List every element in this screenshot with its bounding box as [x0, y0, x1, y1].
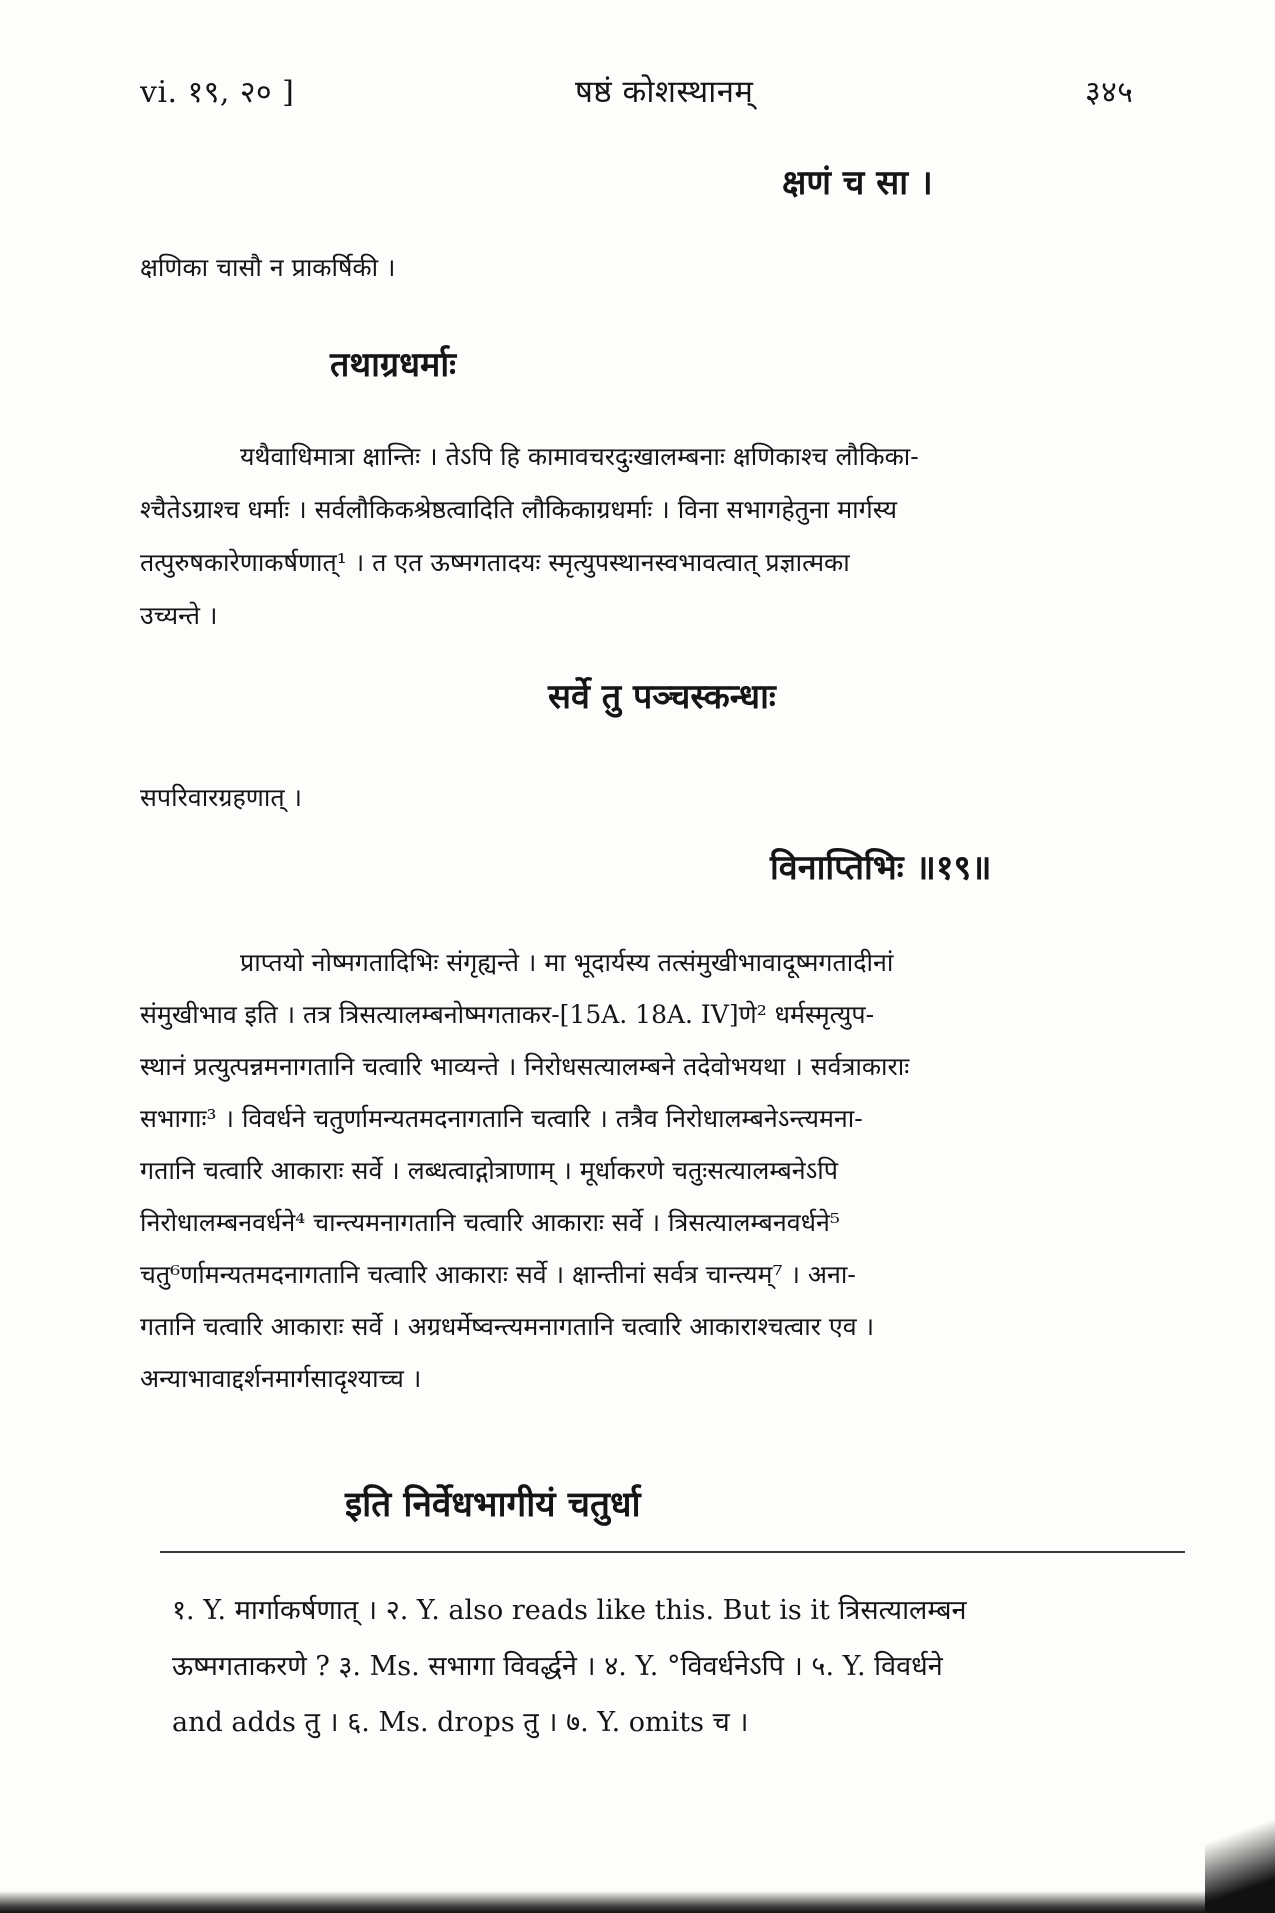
paragraph-line: उच्यन्ते ।: [140, 601, 218, 630]
scan-shadow-corner: [1205, 1803, 1275, 1913]
paragraph-line: संमुखीभाव इति । तत्र त्रिसत्यालम्बनोष्मगताकर-[15A. 18A. IV]णे² धर्मस्मृत्युप-: [140, 1000, 875, 1029]
verse-agradharmah: तथाग्रधर्माः: [330, 345, 457, 385]
paragraph-line: गतानि चत्वारि आकाराः सर्वे । लब्धत्वाद्गोत्राणाम् । मूर्धाकरणे चतुःसत्यालम्बनेऽपि: [140, 1156, 838, 1185]
paragraph-line: गतानि चत्वारि आकाराः सर्वे । अग्रधर्मेष्वन्त्यमनागतानि चत्वारि आकाराश्चत्वार एव ।: [140, 1312, 875, 1341]
verse-kshanam: क्षणं च सा ।: [782, 163, 933, 203]
footnote-line: ऊष्मगताकरणे ? ३. Ms. सभागा विवर्द्धने । ४. Y. °विवर्धनेऽपि । ५. Y. विवर्धने: [172, 1651, 943, 1682]
section-colophon: इति निर्वेधभागीयं चतुर्धा: [345, 1484, 641, 1525]
footnote-line: and adds तु । ६. Ms. drops तु । ७. Y. omits च ।: [172, 1707, 749, 1738]
paragraph-line: सभागाः³ । विवर्धने चतुर्णामन्यतमदनागतानि चत्वारि । तत्रैव निरोधालम्बनेऽन्त्यमना-: [140, 1104, 863, 1133]
paragraph-line: स्थानं प्रत्युत्पन्नमनागतानि चत्वारि भाव्यन्ते । निरोधसत्यालम्बने तदेवोभयथा । सर्वत्राकाराः: [140, 1052, 910, 1081]
commentary-paragraph-1: [140, 430, 1150, 642]
paragraph-line: निरोधालम्बनवर्धने⁴ चान्त्यमनागतानि चत्वारि आकाराः सर्वे । त्रिसत्यालम्बनवर्धने⁵: [140, 1208, 840, 1237]
commentary-kshanika: क्षणिका चासौ न प्राकर्षिकी ।: [140, 253, 396, 282]
commentary-paragraph-2: [140, 937, 1150, 1405]
footnotes: [172, 1583, 1182, 1751]
paragraph-line: यथैवाधिमात्रा क्षान्तिः । तेऽपि हि कामावचरदुःखालम्बनाः क्षणिकाश्च लौकिका-: [240, 442, 919, 471]
verse-vinaptibhih: विनाप्तिभिः ॥१९॥: [770, 848, 992, 888]
running-head-section-ref: vi. १९, २० ]: [140, 75, 295, 110]
page-number: ३४५: [1085, 75, 1134, 110]
paragraph-line: तत्पुरुषकारेणाकर्षणात्¹ । त एत ऊष्मगतादयः स्मृत्युपस्थानस्वभावत्वात् प्रज्ञात्मका: [140, 548, 850, 577]
paragraph-line: प्राप्तयो नोष्मगतादिभिः संगृह्यन्ते । मा भूदार्यस्य तत्संमुखीभावादूष्मगतादीनां: [240, 948, 894, 977]
paragraph-line: श्चैतेऽग्राश्च धर्माः । सर्वलौकिकश्रेष्ठत्वादिति लौकिकाग्रधर्माः । विना सभागहेतुना मार्गस्य: [140, 495, 897, 524]
commentary-saparivara: सपरिवारग्रहणात् ।: [140, 783, 302, 812]
paragraph-line: चतु⁶र्णामन्यतमदनागतानि चत्वारि आकाराः सर्वे । क्षान्तीनां सर्वत्र चान्त्यम्⁷ । अना-: [140, 1260, 856, 1289]
verse-pancaskandhah: सर्वे तु पञ्चस्कन्धाः: [548, 677, 776, 717]
scan-shadow-edge: [0, 1891, 1275, 1913]
running-head-title: षष्ठं कोशस्थानम्: [575, 74, 754, 110]
footnote-divider: [160, 1551, 1185, 1553]
paragraph-line: अन्याभावाद्दर्शनमार्गसादृश्याच्च ।: [140, 1364, 422, 1393]
footnote-line: १. Y. मार्गाकर्षणात् । २. Y. also reads like this. But is it त्रिसत्यालम्बन: [172, 1595, 967, 1626]
